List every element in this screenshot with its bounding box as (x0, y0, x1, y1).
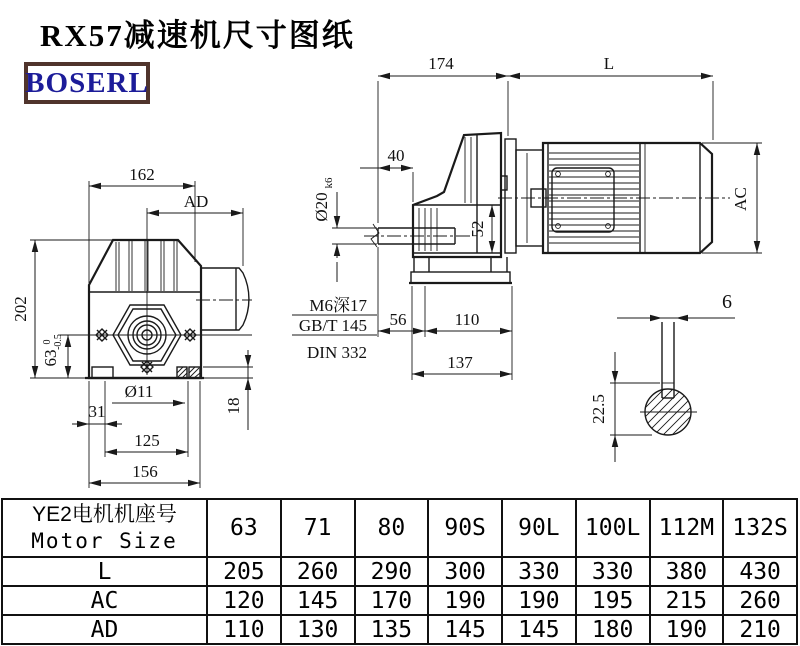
note-gbt-label: GB/T 145 (298, 316, 367, 335)
dim-125-label: 125 (134, 431, 160, 450)
table-cell: 180 (576, 615, 650, 644)
table-row-AD (2, 615, 797, 644)
column-header: 63 (207, 499, 281, 557)
column-header: 71 (281, 499, 355, 557)
dim-l-label: L (603, 54, 615, 73)
header-motor-size-en: Motor Size (31, 529, 178, 553)
table-cell: 195 (576, 586, 650, 615)
table-cell: 210 (723, 615, 797, 644)
row-label: AC (2, 586, 207, 615)
table-cell: 145 (502, 615, 576, 644)
dim-63-tol-upper: 0 (42, 339, 53, 345)
column-header: 132S (723, 499, 797, 557)
table-header-row (2, 499, 797, 557)
motor-size-table (1, 498, 798, 645)
dim-63-tol-lower: -0.5 (53, 334, 64, 350)
table-row-AC (2, 586, 797, 615)
column-header: 100L (576, 499, 650, 557)
front-view-drawing (11, 165, 253, 488)
table-cell: 190 (428, 586, 502, 615)
dim-ad-label: AD (183, 192, 209, 211)
shaft-section-drawing (589, 291, 736, 462)
table-cell: 205 (207, 557, 281, 586)
dim-22-5-label: 22.5 (589, 394, 608, 424)
column-header: 90L (502, 499, 576, 557)
table-cell: 145 (428, 615, 502, 644)
table-row-L (2, 557, 797, 586)
table-cell: 430 (723, 557, 797, 586)
table-cell: 260 (281, 557, 355, 586)
table-cell: 110 (207, 615, 281, 644)
dim-dia20-label: Ø20 (312, 192, 331, 222)
table-cell: 145 (281, 586, 355, 615)
table-cell: 170 (355, 586, 429, 615)
dim-110-label: 110 (454, 310, 480, 329)
motor-drawing (498, 54, 762, 253)
dim-52-label: 52 (468, 220, 487, 238)
page-title: RX57减速机尺寸图纸 (40, 18, 355, 53)
column-header: 112M (650, 499, 724, 557)
table-cell: 300 (428, 557, 502, 586)
dim-137-label: 137 (447, 353, 473, 372)
row-label: L (2, 557, 207, 586)
dim-31-label: 31 (88, 402, 106, 421)
brand-logo-text: BOSERL (25, 66, 149, 99)
table-cell: 190 (650, 615, 724, 644)
row-label: AD (2, 615, 207, 644)
header-motor-size-cn: YE2电机机座号 (32, 503, 177, 526)
table-cell: 330 (502, 557, 576, 586)
table-cell: 215 (650, 586, 724, 615)
dim-174-label: 174 (428, 54, 454, 73)
dim-dia20-tol-label: k6 (323, 177, 335, 189)
column-header: 90S (428, 499, 502, 557)
side-view-drawing (292, 54, 543, 380)
dim-ac-label: AC (731, 187, 750, 211)
note-din-label: DIN 332 (307, 343, 367, 362)
table-cell: 135 (355, 615, 429, 644)
header-motor-size (2, 499, 207, 557)
column-header: 80 (355, 499, 429, 557)
dim-dia11-label: Ø11 (124, 382, 154, 401)
dim-156-label: 156 (132, 462, 158, 481)
dim-18-label: 18 (224, 397, 243, 415)
dim-6-label: 6 (722, 291, 732, 313)
dim-162-label: 162 (129, 165, 155, 184)
table-cell: 330 (576, 557, 650, 586)
note-m6-label: M6深17 (309, 296, 367, 315)
table-cell: 120 (207, 586, 281, 615)
dim-40-label: 40 (387, 146, 405, 165)
table-cell: 260 (723, 586, 797, 615)
dim-56-label: 56 (389, 310, 407, 329)
table-cell: 290 (355, 557, 429, 586)
dim-63-label: 63 (41, 349, 60, 367)
table-cell: 190 (502, 586, 576, 615)
dim-202-label: 202 (11, 296, 30, 322)
table-cell: 380 (650, 557, 724, 586)
table-cell: 130 (281, 615, 355, 644)
